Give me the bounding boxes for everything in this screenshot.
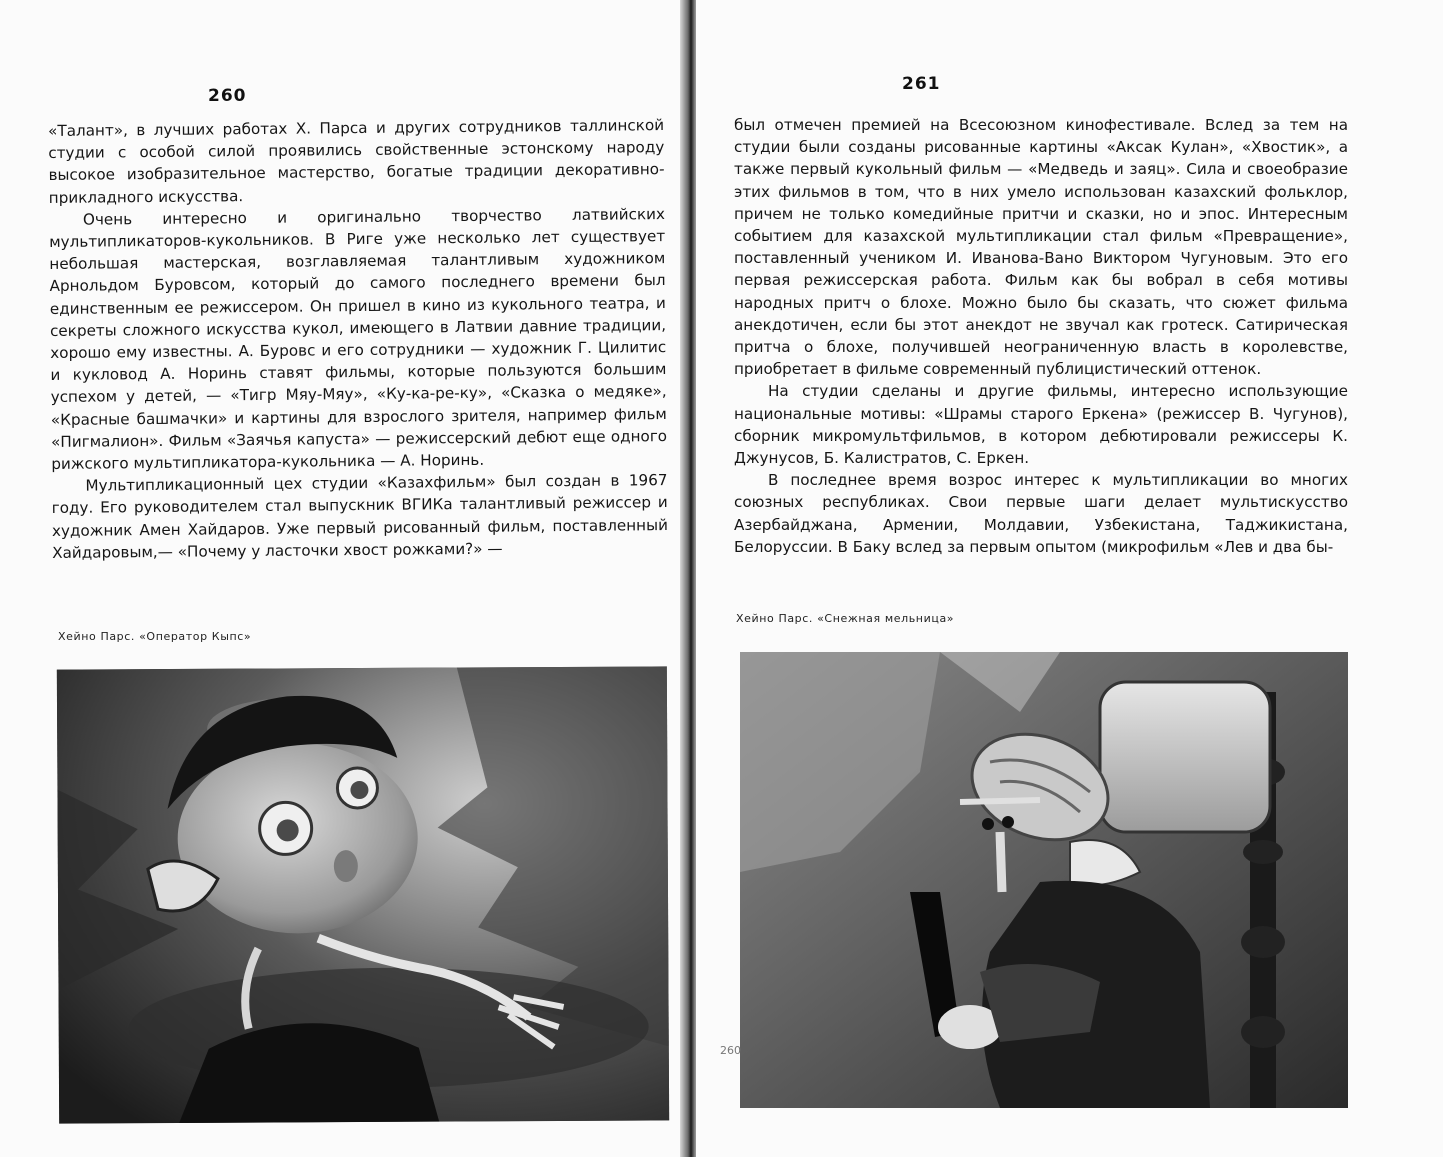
paragraph: В последнее время возрос интерес к мультипликации во многих союзных республиках. Свои первые шаги делает мультискусство Азербайджана, Армении, Молдавии, Узбекистана, Таджикистана, Белоруссии. В Баку вслед за первым опытом (микрофильм «Лев и два бы-: [734, 471, 1348, 556]
margin-mark: 260: [720, 1044, 741, 1057]
photo-caption: Хейно Парс. «Оператор Кыпс»: [58, 630, 252, 643]
page-number: 260: [208, 86, 247, 106]
body-text: [48, 114, 668, 564]
left-page: [0, 0, 688, 1157]
body-text: [734, 114, 1348, 558]
paragraph: Очень интересно и оригинально творчество латвийских мультипликаторов-кукольников. В Риге уже несколько лет существует небольшая мастерская, возглавляемая талантливым художником Арнольдом Буровсом, который до самого последнего времени был единственным ее режиссером. Он пришел в кино из кукольного театра, и секреты сложного искусства кукол, имеющего в Латвии давние традиции, хорошо ему известны. А. Буровс и его сотрудники — художник Г. Цилитис и кукловод А. Норинь ставят фильмы, которые пользуются большим успехом у детей, — «Тигр Мяу-Мяу», «Ку-ка-ре-ку», «Сказка о медяке», «Красные башмачки» и картины для взрослого зрителя, например фильм «Пигмалион». Фильм «Заячья капуста» — режиссерский дебют еще одного рижского мультипликатора-кукольника — А. Норинь.: [49, 204, 668, 474]
paragraph: На студии сделаны и другие фильмы, интересно использующие национальные мотивы: «Шрамы старого Еркена» (режиссер В. Чугунов), сборник микромультфильмов, в котором дебютировали режиссеры К. Джунусов, Б. Калистратов, С. Еркен.: [734, 382, 1348, 468]
paragraph: Мультипликационный цех студии «Казахфильм» был создан в 1967 году. Его руководителем стал выпускник ВГИКа талантливый режиссер и художник Амен Хайдаров. Уже первый рисованный фильм, поставленный Хайдаровым,— «Почему у ласточки хвост рожками?» —: [51, 471, 668, 562]
paragraph: был отмечен премией на Всесоюзном кинофестивале. Вслед за тем на студии были созданы рисованные картины «Аксак Кулан», «Хвостик», а также первый кукольный фильм — «Медведь и заяц». Сила и своеобразие этих фильмов в том, что в них умело использован казахский фольклор, причем не только комедийные притчи и сказки, но и эпос. Интересным событием для казахской мультипликации стал фильм «Превращение», поставленный учеником И. Иванова-Вано Виктором Чугуновым. Это его первая режиссерская работа. Фильм как бы вобрал в себя мотивы народных притч о блохе. Можно было бы сказать, что сюжет фильма анекдотичен, если бы этот анекдот не звучал как гротеск. Сатирическая притча о блохе, получившей неограниченную власть в королевстве, приобретает в фильме современный публицистический оттенок.: [734, 116, 1348, 379]
page-number: 261: [902, 74, 941, 94]
photo-caption: Хейно Парс. «Снежная мельница»: [736, 612, 955, 625]
puppet-photo: [740, 652, 1348, 1108]
paragraph: «Талант», в лучших работах X. Парса и других сотрудников таллинской студии с особой силой проявились свойственные эстонскому народу высокое изобразительное мастерство, богатые традиции декоративно-прикладного искусства.: [48, 116, 665, 207]
right-page: [696, 0, 1443, 1157]
puppet-photo: [57, 666, 669, 1123]
